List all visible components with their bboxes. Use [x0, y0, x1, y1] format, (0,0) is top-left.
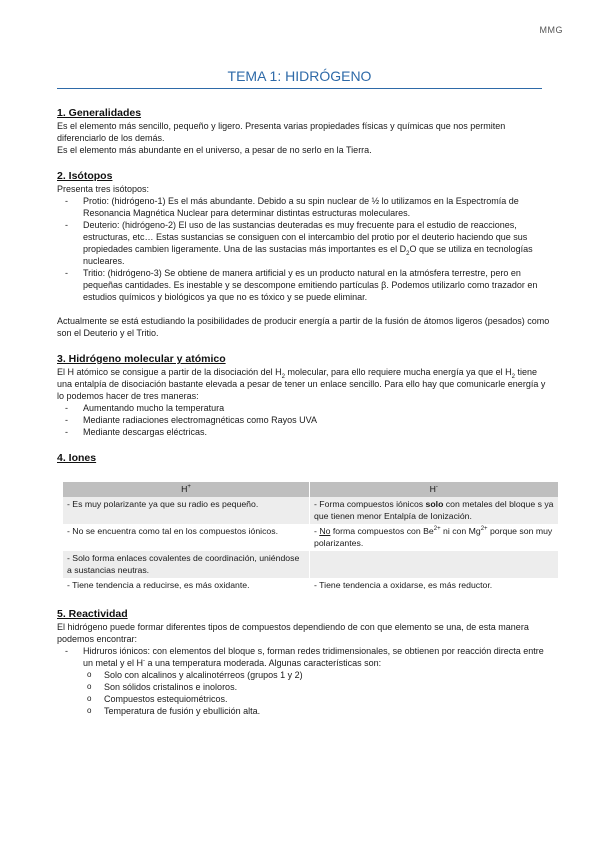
molecular-methods-list [57, 402, 552, 438]
table-row [63, 497, 558, 524]
list-item: - Mediante descargas eléctricas. [57, 426, 552, 438]
reactividad-list [57, 645, 552, 669]
list-item-protio: - Protio: (hidrógeno-1) Es el más abundante. Debido a su spin nuclear de ½ lo utilizamos en la Espectromía de Resonancia Magnética Nuclear para determinar distintas estructuras moleculares. [57, 195, 552, 219]
table-row [63, 524, 558, 551]
table-cell: - Solo forma enlaces covalentes de coordinación, uniéndose a sustancias neutras. [63, 551, 310, 578]
list-item: - Aumentando mucho la temperatura [57, 402, 552, 414]
title-underline [57, 88, 542, 89]
table-row [63, 578, 558, 594]
reactividad-intro: El hidrógeno puede formar diferentes tipos de compuestos dependiendo de con que elemento se una, de esta manera podemos encontrar: [57, 621, 529, 644]
table-cell: - Tiene tendencia a reducirse, es más oxidante. [63, 578, 310, 594]
isotopos-closing-paragraph: Actualmente se está estudiando la posibilidades de producir energía a partir de la fusión de átomos ligeros (pesados) como son el Deuterio y el Tritio. [57, 316, 550, 338]
author-mark: MMG [539, 25, 563, 35]
section-heading-iones: 4. Iones [57, 452, 97, 464]
list-item: o Temperatura de fusión y ebullición alta. [57, 705, 552, 717]
list-item: o Compuestos estequiométricos. [57, 693, 552, 705]
table-cell: - Forma compuestos iónicos solo con metales del bloque s ya que tienen menor Entalpía de Ionización. [310, 497, 558, 524]
section-heading-reactividad: 5. Reactividad [57, 607, 128, 620]
generalidades-paragraph-1: Es el elemento más sencillo, pequeño y ligero. Presenta varias propiedades físicas y químicas que nos permiten diferenciarlo de los demás. [57, 121, 506, 143]
list-item: o Solo con alcalinos y alcalinotérreos (grupos 1 y 2) [57, 669, 552, 681]
generalidades-paragraph-2: Es el elemento más abundante en el universo, a pesar de no serlo en la Tierra. [57, 145, 372, 155]
isotopos-list [57, 195, 552, 303]
list-item: - Mediante radiaciones electromagnéticas como Rayos UVA [57, 414, 552, 426]
table-cell: - No se encuentra como tal en los compuestos iónicos. [63, 524, 310, 551]
table-cell: - Es muy polarizante ya que su radio es pequeño. [63, 497, 310, 524]
section-heading-generalidades: 1. Generalidades [57, 107, 142, 119]
table-header-h-plus: H+ [63, 482, 310, 497]
page-title: TEMA 1: HIDRÓGENO [227, 68, 372, 84]
section-heading-molecular: 3. Hidrógeno molecular y atómico [57, 353, 226, 365]
molecular-paragraph: El H atómico se consigue a partir de la disociación del $H_2$ molecular, para ello requiere mucha energía ya que el $H_2$ tiene una entalpía de disociación bastante elevada a pesar de tener un enlace sencillo. Para ello hay que comunicarle energía y lo podemos hacer de tres maneras: [57, 367, 546, 401]
list-item-deuterio: - Deuterio: (hidrógeno-2) El uso de las sustancias deuteradas es muy frecuente para el estudio de reacciones, estructuras, etc… Estas sustancias se consiguen con el intercambio del protio por el deuterio haciendo que sus propiedades cambien ligeramente. Una de las sustacias más importantes es el $D_2O$ que se utiliza en tecnologías nucleares. [57, 219, 552, 267]
list-item-tritio: - Tritio: (hidrógeno-3) Se obtiene de manera artificial y es un producto natural en la atmósfera terrestre, pero en pequeñas cantidades. Es inestable y se descompone emitiendo partículas β. Podemos utilizarlo como trazador en estudios químicos y biológicos ya que no es tóxico y se puede eliminar. [57, 267, 552, 303]
table-cell: - Tiene tendencia a oxidarse, es más reductor. [310, 578, 558, 594]
table-cell [310, 551, 558, 578]
isotopos-intro: Presenta tres isótopos: [57, 184, 150, 194]
list-item: o Son sólidos cristalinos e inoloros. [57, 681, 552, 693]
document-body [57, 107, 552, 717]
section-heading-isotopos: 2. Isótopos [57, 170, 113, 182]
list-item-hidruros-ionicos: - Hidruros iónicos: con elementos del bloque s, forman redes tridimensionales, se obtienen por reacción directa entre un metal y el H- a una temperatura moderada. Algunas características son: [57, 645, 552, 669]
table-header-h-minus: H- [310, 482, 558, 497]
hidruros-characteristics-list [57, 669, 552, 717]
table-cell: - No forma compuestos con $Be^{2+}$ ni con $Mg^{2+}$ porque son muy polarizantes. [310, 524, 558, 551]
iones-table [62, 482, 558, 594]
table-row [63, 551, 558, 578]
